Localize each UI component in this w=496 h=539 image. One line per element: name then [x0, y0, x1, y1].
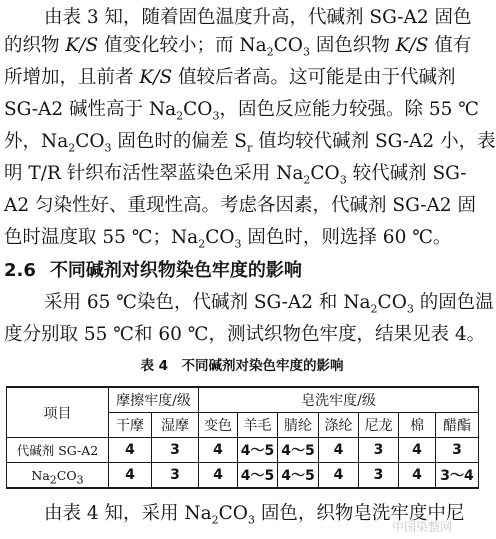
paragraph-line: 的织物 K/S 值变化较小；而 $Na_2CO_3$ 固色织物 K/S 值有 [4, 35, 472, 59]
table-cell: 4～5 [278, 463, 319, 489]
header-item: 项目 [7, 387, 109, 438]
table-cell: 4～5 [238, 438, 278, 463]
table-cell: 3 [152, 438, 199, 463]
table-cell: 4 [199, 463, 238, 489]
paragraph-line: 由表 3 知，随着固色温度升高，代碱剂 SG-A2 固色 [44, 7, 472, 28]
table-caption: 表 4 不同碱剂对染色牢度的影响 [140, 358, 344, 374]
subheader-cell: 羊毛 [238, 413, 278, 438]
header-rub-fastness: 摩擦牢度/级 [109, 387, 199, 413]
paragraph-line: 所增加，且前者 K/S 值较后者高。这可能是由于代碱剂 [4, 67, 456, 88]
watermark: 中国染整网 [392, 520, 453, 534]
section-heading [4, 257, 302, 285]
subheader-cell: 腈纶 [278, 413, 319, 438]
table-cell: 3 [436, 438, 479, 463]
table-cell: 3 [359, 463, 399, 489]
subheader-cell: 醋酯 [436, 413, 479, 438]
table-cell: 4 [109, 463, 152, 489]
subheader-cell: 湿摩 [152, 413, 199, 438]
table-header-row [7, 387, 479, 413]
section-number: 2.6 [4, 260, 36, 281]
subheader-cell: 涤纶 [319, 413, 359, 438]
table-cell: 3 [359, 438, 399, 463]
header-wash-fastness: 皂洗牢度/级 [199, 387, 479, 413]
paragraph-line: SG-A2 碱性高于 $Na_2CO_3$，固色反应能力较强。除 55 ℃ [4, 99, 479, 123]
row-label: $Na_2CO_3$ [7, 463, 109, 489]
table-cell: 4 [399, 463, 436, 489]
section-title: 不同碱剂对织物染色牢度的影响 [49, 260, 302, 281]
table-cell: 3 [152, 463, 199, 489]
table-cell: 4 [319, 438, 359, 463]
paragraph-line: 由表 4 知，采用 $Na_2CO_3$ 固色，织物皂洗牢度中尼 [44, 503, 465, 527]
table-row [7, 463, 479, 489]
subheader-cell: 变色 [199, 413, 238, 438]
table-cell: 4 [319, 463, 359, 489]
table-cell: 4 [109, 438, 152, 463]
paragraph-line: 度分别取 55 ℃和 60 ℃，测试织物色牢度，结果见表 4。 [4, 324, 486, 345]
table-cell: 3～4 [436, 463, 479, 489]
row-label: 代碱剂 SG-A2 [7, 438, 109, 463]
subheader-cell: 棉 [399, 413, 436, 438]
paragraph-line: A2 匀染性好、重现性高。考虑各因素，代碱剂 SG-A2 固 [4, 195, 476, 216]
paragraph-line: 明 T/R 针织布活性翠蓝染色采用 $Na_2CO_3$ 较代碱剂 SG- [4, 163, 467, 187]
paragraph-line: 外，$Na_2CO_3$ 固色时的偏差 $S_r$ 值均较代碱剂 SG-A2 小，表 [4, 131, 496, 155]
subheader-cell: 尼龙 [359, 413, 399, 438]
table-row [7, 438, 479, 463]
subheader-cell: 干摩 [109, 413, 152, 438]
table-cell: 4 [199, 438, 238, 463]
table-cell: 4 [399, 438, 436, 463]
paragraph-line: 色时温度取 55 ℃；$Na_2CO_3$ 固色时，则选择 60 ℃。 [4, 227, 452, 251]
table-cell: 4～5 [238, 463, 278, 489]
table-cell: 4～5 [278, 438, 319, 463]
paragraph-line: 采用 65 ℃染色，代碱剂 SG-A2 和 $Na_2CO_3$ 的固色温 [44, 292, 494, 316]
fastness-table [6, 386, 479, 489]
